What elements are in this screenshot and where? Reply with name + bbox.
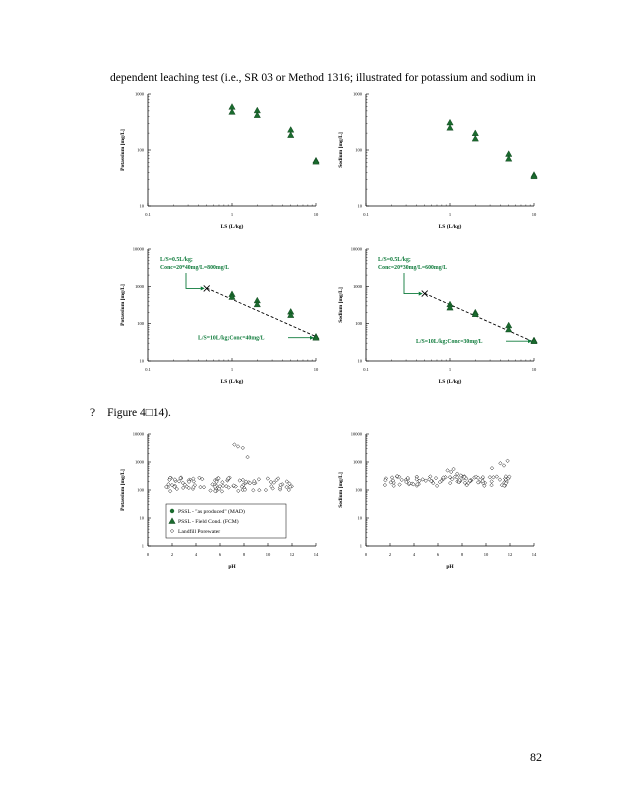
y-tick-label: 100 <box>137 487 144 493</box>
landfill-porewater-point <box>506 459 510 463</box>
x-tick-label: 1 <box>230 212 234 217</box>
body-text-line-1: dependent leaching test (i.e., SR 03 or Method 1316; illustrated for potassium and sodium in <box>110 72 536 84</box>
y-axis-label: Potassium [mg/L] <box>120 469 126 511</box>
x-tick-label: 4 <box>194 552 198 557</box>
y-tick-label: 1000 <box>353 91 362 97</box>
landfill-porewater-point <box>449 470 453 474</box>
data-point <box>288 132 294 138</box>
landfill-porewater-point <box>498 478 502 482</box>
landfill-porewater-point <box>499 461 503 465</box>
y-tick-label: 100 <box>137 147 144 153</box>
annotation-arrow <box>186 273 201 288</box>
legend-marker-mad <box>170 509 174 513</box>
x-tick-label: 1 <box>448 212 452 217</box>
annotation-text: L/S=0.5L/kg; <box>160 257 193 263</box>
annotation-arrowhead <box>419 292 423 296</box>
y-tick-label: 10000 <box>350 431 362 437</box>
x-tick-label: 10 <box>483 552 489 557</box>
y-axis-label: Sodium [mg/L] <box>338 287 344 323</box>
landfill-porewater-point <box>383 483 387 487</box>
landfill-porewater-point <box>252 488 256 492</box>
annotation-arrow <box>404 273 419 294</box>
y-tick-label: 10000 <box>132 431 144 437</box>
chart-sodium-vs-ph <box>328 428 548 578</box>
landfill-porewater-point <box>490 480 494 484</box>
annotation-text: L/S=10L/kg;Conc=40mg/L <box>198 335 265 342</box>
landfill-porewater-point <box>181 486 185 490</box>
y-tick-label: 1 <box>359 543 362 549</box>
annotation-text: Conc=20*40mg/L=800mg/L <box>160 265 230 271</box>
landfill-porewater-point <box>285 485 289 489</box>
landfill-porewater-point <box>452 467 456 471</box>
x-tick-label: 0.1 <box>363 212 369 217</box>
landfill-porewater-point <box>167 482 171 486</box>
y-tick-label: 1000 <box>353 459 362 465</box>
landfill-porewater-point <box>257 477 261 481</box>
y-tick-label: 100 <box>355 487 362 493</box>
landfill-porewater-point <box>448 481 452 485</box>
x-tick-label: 2 <box>388 552 392 557</box>
x-axis-label: LS (L/kg) <box>220 224 244 230</box>
x-tick-label: 10 <box>531 367 537 372</box>
chart-potassium-vs-ls-fit <box>110 243 330 393</box>
landfill-porewater-point <box>221 484 225 488</box>
chart-potassium-vs-ls <box>110 88 330 238</box>
landfill-porewater-point <box>237 489 241 493</box>
y-tick-label: 1000 <box>135 459 144 465</box>
data-point <box>472 135 478 141</box>
legend-label: PSSL - Field Cond. (FCM) <box>178 519 239 525</box>
landfill-porewater-point <box>287 488 291 492</box>
y-tick-label: 10 <box>357 358 362 364</box>
data-point <box>472 130 478 136</box>
landfill-porewater-point <box>209 489 213 493</box>
x-axis-label: LS (L/kg) <box>438 379 462 385</box>
y-tick-label: 10000 <box>350 246 362 252</box>
landfill-porewater-point <box>269 480 273 484</box>
y-axis-label: Potassium [mg/L] <box>120 129 126 171</box>
x-tick-label: 1 <box>448 367 452 372</box>
x-tick-label: 0 <box>364 552 368 557</box>
annotation-text: Conc=20*30mg/L=600mg/L <box>378 265 448 271</box>
y-tick-label: 1000 <box>135 283 144 289</box>
landfill-porewater-point <box>241 478 245 482</box>
landfill-porewater-point <box>238 479 242 483</box>
x-tick-label: 10 <box>313 212 319 217</box>
y-tick-label: 10 <box>139 515 144 521</box>
x-tick-label: 12 <box>507 552 513 557</box>
landfill-porewater-point <box>220 490 224 494</box>
landfill-porewater-point <box>434 476 438 480</box>
landfill-porewater-point <box>199 485 203 489</box>
x-tick-label: 0.1 <box>145 212 151 217</box>
x-tick-label: 14 <box>531 552 537 557</box>
landfill-porewater-point <box>168 489 172 493</box>
y-tick-label: 10000 <box>132 246 144 252</box>
x-tick-label: 0 <box>146 552 150 557</box>
x-tick-label: 10 <box>531 212 537 217</box>
landfill-porewater-point <box>490 483 494 487</box>
y-tick-label: 1000 <box>353 283 362 289</box>
x-tick-label: 14 <box>313 552 319 557</box>
x-tick-label: 1 <box>230 367 234 372</box>
landfill-porewater-point <box>233 443 237 447</box>
x-tick-label: 10 <box>265 552 271 557</box>
x-axis-label: pH <box>228 564 236 570</box>
landfill-porewater-point <box>392 484 396 488</box>
y-tick-label: 100 <box>137 321 144 327</box>
x-tick-label: 4 <box>412 552 416 557</box>
landfill-porewater-point <box>495 475 499 479</box>
x-tick-label: 6 <box>218 552 222 557</box>
y-tick-label: 10 <box>139 203 144 209</box>
y-axis-label: Sodium [mg/L] <box>338 132 344 168</box>
x-tick-label: 2 <box>170 552 174 557</box>
landfill-porewater-point <box>398 483 402 487</box>
page-number: 82 <box>530 750 542 764</box>
landfill-porewater-point <box>236 445 240 449</box>
y-tick-label: 1000 <box>135 91 144 97</box>
landfill-porewater-point <box>285 480 289 484</box>
landfill-porewater-point <box>492 476 496 480</box>
landfill-porewater-point <box>502 464 506 468</box>
y-axis-label: Sodium [mg/L] <box>338 472 344 508</box>
x-tick-label: 0.1 <box>363 367 369 372</box>
landfill-porewater-point <box>272 481 276 485</box>
chart-sodium-vs-ls <box>328 88 548 238</box>
landfill-porewater-point <box>435 484 439 488</box>
data-point <box>447 125 453 131</box>
x-tick-label: 10 <box>313 367 319 372</box>
chart-sodium-vs-ls-fit <box>328 243 548 393</box>
annotation-text: L/S=0.5L/kg; <box>378 257 411 263</box>
fit-line <box>425 293 534 342</box>
landfill-porewater-point <box>266 477 270 481</box>
annotation-text: L/S=10L/kg;Conc=30mg/L <box>416 339 483 346</box>
landfill-porewater-point <box>221 480 225 484</box>
x-axis-label: pH <box>446 564 454 570</box>
landfill-porewater-point <box>202 485 206 489</box>
body-text-line-2 <box>90 407 171 419</box>
landfill-porewater-point <box>446 469 450 473</box>
landfill-porewater-point <box>490 466 494 470</box>
landfill-porewater-point <box>288 482 292 486</box>
annotation-arrowhead <box>201 286 205 290</box>
fit-line <box>207 288 316 337</box>
landfill-porewater-point <box>192 477 196 481</box>
x-tick-label: 8 <box>242 552 246 557</box>
y-tick-label: 10 <box>139 358 144 364</box>
landfill-porewater-point <box>488 475 492 479</box>
x-tick-label: 6 <box>436 552 440 557</box>
x-tick-label: 0.1 <box>145 367 151 372</box>
y-tick-label: 1 <box>141 543 144 549</box>
landfill-porewater-point <box>455 472 459 476</box>
x-axis-label: LS (L/kg) <box>220 379 244 385</box>
chart-potassium-vs-ph <box>110 428 330 578</box>
bullet-marker: ? <box>90 407 96 419</box>
landfill-porewater-point <box>246 455 250 459</box>
figure-reference: Figure 4□14). <box>107 407 171 419</box>
landfill-porewater-point <box>241 446 245 450</box>
y-axis-label: Potassium [mg/L] <box>120 284 126 326</box>
x-tick-label: 8 <box>460 552 464 557</box>
legend-label: Landfill Porewater <box>178 529 221 535</box>
y-tick-label: 10 <box>357 203 362 209</box>
landfill-porewater-point <box>258 488 262 492</box>
legend-label: PSSL - "as produced" (MAD) <box>178 509 245 515</box>
landfill-porewater-point <box>400 478 404 482</box>
landfill-porewater-point <box>264 488 268 492</box>
y-tick-label: 10 <box>357 515 362 521</box>
x-tick-label: 12 <box>289 552 295 557</box>
y-tick-label: 100 <box>355 321 362 327</box>
x-axis-label: LS (L/kg) <box>438 224 462 230</box>
y-tick-label: 100 <box>355 147 362 153</box>
